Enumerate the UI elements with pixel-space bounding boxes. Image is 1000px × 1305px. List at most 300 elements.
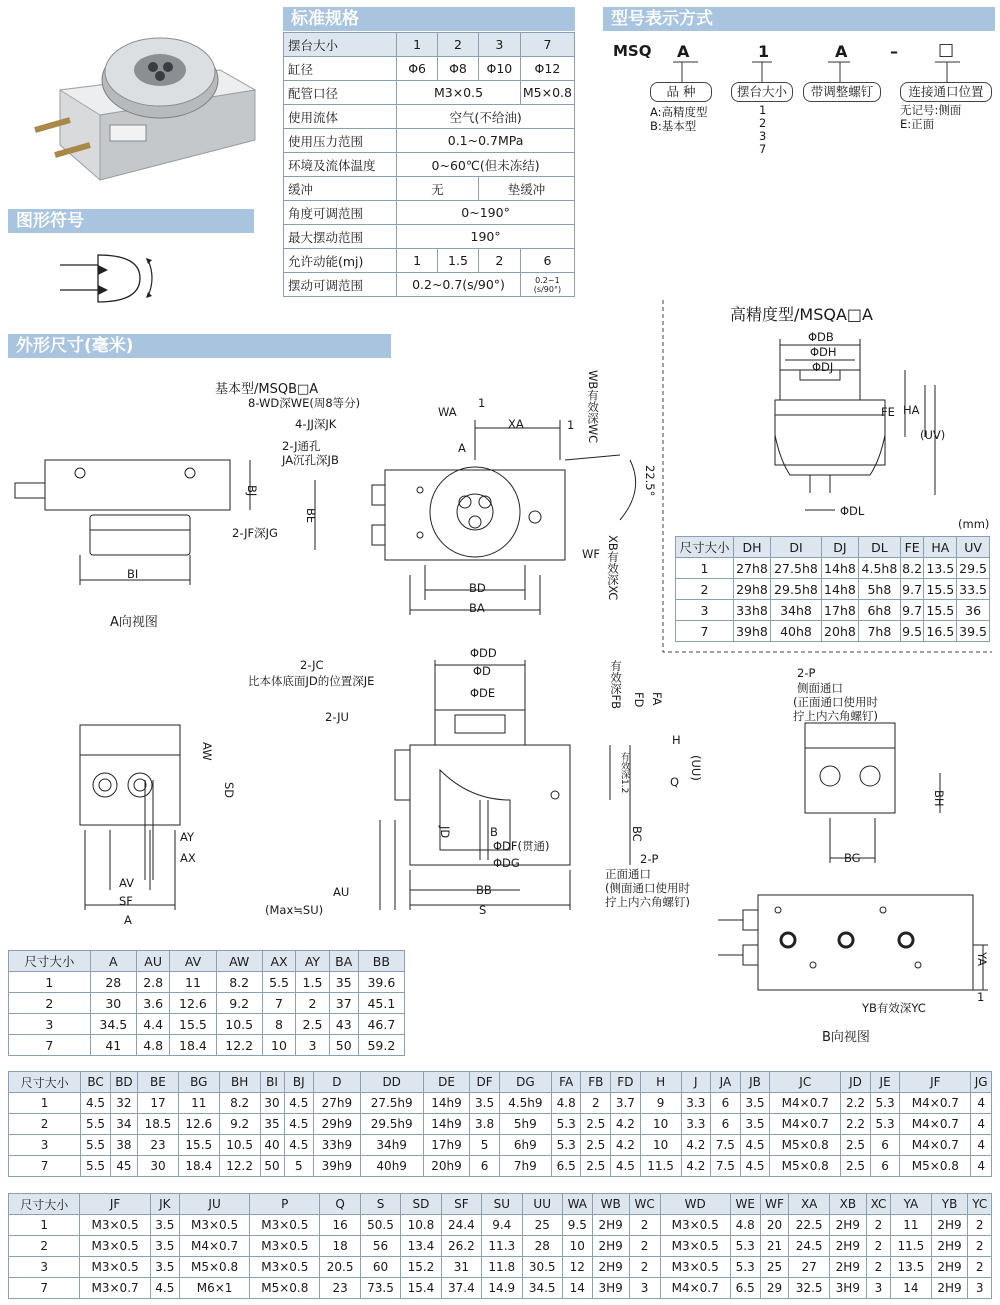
dim2-th: J	[681, 1072, 711, 1093]
spec-cell: 无	[397, 177, 479, 201]
dim1-td: 10.5	[216, 1014, 262, 1035]
dim2-td: 6.5	[551, 1156, 581, 1177]
hp-table-header	[676, 537, 990, 558]
dim2-td: 2.2	[841, 1114, 871, 1135]
dim1-td: 2.5	[296, 1014, 329, 1035]
dim2-td: 7.5	[711, 1156, 741, 1177]
spec-table	[283, 32, 575, 297]
dim3-td: M3×0.5	[660, 1215, 730, 1236]
dim1-td: 2	[9, 993, 91, 1014]
label-dg: ΦDG	[493, 856, 520, 870]
dim2-td: 2	[9, 1114, 81, 1135]
dim3-header	[9, 1194, 992, 1215]
size-note: 1	[759, 103, 767, 117]
spec-cell: 0.1~0.7MPa	[397, 129, 575, 153]
spec-row	[284, 129, 575, 153]
spec-cell: 3	[478, 33, 520, 57]
dim2-td: 10.5	[219, 1135, 260, 1156]
dim-H: H	[672, 733, 681, 747]
dim3-td: 2H9	[592, 1236, 629, 1257]
hp-td: 3	[676, 600, 734, 621]
dim2-th: JF	[900, 1072, 971, 1093]
hp-td: 9.7	[900, 579, 924, 600]
dim3-td: 2H9	[829, 1257, 866, 1278]
dim-Q: Q	[670, 775, 680, 789]
dim1-td: 5.5	[262, 972, 295, 993]
label-wd: 8-WD深WE(周8等分)	[248, 396, 361, 410]
dim2-td: M4×0.7	[900, 1093, 971, 1114]
dim2-td: 4.2	[611, 1114, 641, 1135]
dim-DH: ΦDH	[810, 345, 837, 359]
dim-HA: HA	[903, 403, 920, 417]
hp-td: 14h8	[821, 558, 858, 579]
spec-cell: 垫缓冲	[478, 177, 574, 201]
dim1-th: AX	[262, 951, 295, 972]
dim3-td: 10	[562, 1236, 592, 1257]
dim-S: S	[479, 903, 487, 917]
dim2-td: 38	[110, 1135, 137, 1156]
label-jf: 2-JF深JG	[232, 526, 278, 540]
dim2-td: M5×0.8	[770, 1156, 841, 1177]
label-yb: YB有效深YC	[862, 1001, 926, 1015]
dim3-td: 4.5	[150, 1278, 179, 1299]
label-p1b: 正面通口	[605, 867, 651, 881]
dim1-td: 50	[329, 1035, 358, 1056]
model-port-char: □	[938, 40, 955, 60]
dim1-td: 39.6	[358, 972, 404, 993]
spec-cell: M5×0.8	[520, 81, 574, 105]
hp-td: 7	[676, 621, 734, 642]
spec-cell: 使用压力范围	[284, 129, 397, 153]
spec-cell: 7	[520, 33, 574, 57]
dim3-td: 9.4	[482, 1215, 522, 1236]
spec-section-header	[283, 7, 575, 31]
label-ju: 2-JU	[325, 710, 349, 724]
dim3-td: 20	[760, 1215, 789, 1236]
front-view-drawing	[60, 720, 260, 920]
model-screw-char: A	[835, 42, 848, 61]
dim1-td: 1.5	[296, 972, 329, 993]
dim2-th: BE	[138, 1072, 179, 1093]
dim3-td: 3.5	[150, 1215, 179, 1236]
dim2-td: 29h9	[314, 1114, 360, 1135]
dim3-td: 3.5	[150, 1236, 179, 1257]
dim1-td: 9.2	[216, 993, 262, 1014]
product-image	[30, 20, 260, 195]
spec-cell: 缸径	[284, 57, 397, 81]
dim3-th: XC	[866, 1194, 890, 1215]
dim3-td: 37.4	[441, 1278, 481, 1299]
dim3-td: 15.4	[401, 1278, 441, 1299]
dim2-td: 30	[138, 1156, 179, 1177]
dim3-td: 1	[9, 1215, 80, 1236]
hp-th: HA	[924, 537, 957, 558]
hp-td: 15.5	[924, 600, 957, 621]
dim2-th: BJ	[284, 1072, 314, 1093]
dim2-th: BG	[178, 1072, 219, 1093]
dim3-td: 3	[866, 1278, 890, 1299]
dim3-th: Q	[320, 1194, 360, 1215]
dim1-th: AY	[296, 951, 329, 972]
dim3-th: XB	[829, 1194, 866, 1215]
dim3-td: 18	[320, 1236, 360, 1257]
dim2-td: 4	[971, 1093, 992, 1114]
dim3-td: 50.5	[360, 1215, 400, 1236]
dim1-th: BB	[358, 951, 404, 972]
model-label-port: 连接通口位置	[900, 82, 992, 102]
spec-cell: 环境及流体温度	[284, 153, 397, 177]
hp-table-row	[676, 600, 990, 621]
dim2-td: 3	[9, 1135, 81, 1156]
dim3-td: 4.8	[730, 1215, 760, 1236]
spec-cell: 最大摆动范围	[284, 225, 397, 249]
model-label-screw: 带调整螺钉	[803, 82, 881, 102]
dim3-td: 3	[629, 1278, 660, 1299]
spec-row	[284, 249, 575, 273]
model-connector-lines	[660, 60, 990, 84]
dim2-td: 6h9	[499, 1135, 551, 1156]
basic-type-title: 基本型/MSQB□A	[215, 382, 319, 397]
spec-cell: Φ12	[520, 57, 574, 81]
hp-td: 5h8	[859, 579, 901, 600]
dim2-td: 3.5	[740, 1114, 770, 1135]
dim2-td: 50	[260, 1156, 284, 1177]
dim3-th: SF	[441, 1194, 481, 1215]
dim2-td: 33h9	[314, 1135, 360, 1156]
dim-one: 1	[567, 418, 575, 432]
label-p2d: 拧上内六角螺钉)	[793, 709, 878, 723]
dim3-td: 31	[441, 1257, 481, 1278]
hp-th: UV	[957, 537, 990, 558]
dim2-td: 4.8	[551, 1093, 581, 1114]
dim2-td: 29.5h9	[360, 1114, 423, 1135]
dim2-td: 18.5	[138, 1114, 179, 1135]
dim-table-1	[8, 950, 405, 1056]
dim2-td: 30	[260, 1093, 284, 1114]
dim1-td: 15.5	[170, 1014, 216, 1035]
hp-td: 27h8	[733, 558, 770, 579]
dim1-th: BA	[329, 951, 358, 972]
dim2-td: 4.5h9	[499, 1093, 551, 1114]
dim2-td: M4×0.7	[900, 1135, 971, 1156]
hp-table-row	[676, 621, 990, 642]
dim1-td: 4.8	[136, 1035, 169, 1056]
hp-td: 9.7	[900, 600, 924, 621]
dim2-row	[9, 1156, 992, 1177]
spec-row	[284, 177, 575, 201]
spec-row	[284, 105, 575, 129]
spec-row	[284, 273, 575, 297]
dim2-td: 39h9	[314, 1156, 360, 1177]
label-jj: 4-JJ深JK	[295, 417, 337, 431]
dim2-td: 10	[640, 1114, 681, 1135]
hp-th: DL	[859, 537, 901, 558]
dim3-th: WA	[562, 1194, 592, 1215]
hp-th: DJ	[821, 537, 858, 558]
dim3-td: 2	[866, 1257, 890, 1278]
dim3-td: 56	[360, 1236, 400, 1257]
dim2-td: 5.5	[81, 1114, 111, 1135]
spec-cell: 缓冲	[284, 177, 397, 201]
dim2-td: 2	[581, 1093, 611, 1114]
dim3-td: 12	[562, 1257, 592, 1278]
dim-AU: AU	[333, 885, 350, 899]
symbol-section-header	[8, 209, 254, 233]
dim3-td: M3×0.5	[80, 1236, 150, 1257]
dim2-td: 10	[640, 1135, 681, 1156]
dim3-row	[9, 1215, 992, 1236]
spec-row	[284, 201, 575, 225]
dim2-th: BI	[260, 1072, 284, 1093]
dim2-td: 6	[870, 1135, 900, 1156]
dim-DB: ΦDB	[808, 330, 834, 344]
spec-cell: 摆台大小	[284, 33, 397, 57]
hp-th: DI	[771, 537, 822, 558]
hp-td: 20h8	[821, 621, 858, 642]
dim-FE: FE	[881, 405, 895, 419]
dim2-td: 4	[971, 1114, 992, 1135]
dim3-td: 2	[629, 1257, 660, 1278]
dim3-td: 2H9	[592, 1257, 629, 1278]
spec-cell: 0~60℃(但未冻结)	[397, 153, 575, 177]
dim2-td: 8.2	[219, 1093, 260, 1114]
hp-td: 9.5	[900, 621, 924, 642]
graphic-symbol-icon	[60, 250, 170, 310]
dim1-td: 59.2	[358, 1035, 404, 1056]
dim1-td: 1	[9, 972, 91, 993]
dim2-th: JD	[841, 1072, 871, 1093]
dim3-td: M3×0.5	[660, 1257, 730, 1278]
dim2-th: DG	[499, 1072, 551, 1093]
dim3-row	[9, 1257, 992, 1278]
dim2-th: JE	[870, 1072, 900, 1093]
dim3-td: 11.8	[482, 1257, 522, 1278]
b-view-drawing	[718, 885, 993, 1025]
dim2-td: 4.2	[681, 1156, 711, 1177]
dim2-td: 27.5h9	[360, 1093, 423, 1114]
dim2-td: 7h9	[499, 1156, 551, 1177]
dim2-td: 5.3	[551, 1114, 581, 1135]
dim2-td: 4	[971, 1156, 992, 1177]
dim1-row	[9, 972, 405, 993]
dim2-th: FA	[551, 1072, 581, 1093]
dim1-th: AV	[170, 951, 216, 972]
dim3-td: 2	[9, 1236, 80, 1257]
model-kind-char: A	[677, 42, 690, 61]
dim2-td: 4.5	[284, 1093, 314, 1114]
dim3-td: 16	[320, 1215, 360, 1236]
dim3-td: 2	[629, 1215, 660, 1236]
dim3-th: XA	[789, 1194, 829, 1215]
dim-BA: BA	[469, 601, 485, 615]
model-section-title: 型号表示方式	[611, 9, 713, 29]
dim-AW: AW	[200, 742, 214, 761]
dim1-td: 35	[329, 972, 358, 993]
dim3-td: 10.8	[401, 1215, 441, 1236]
dim2-th: FB	[581, 1072, 611, 1093]
dim2-td: 23	[138, 1135, 179, 1156]
dim2-td: 3.7	[611, 1093, 641, 1114]
dim-BE: BE	[304, 508, 318, 524]
dim3-th: WC	[629, 1194, 660, 1215]
dim2-td: 4.2	[611, 1135, 641, 1156]
hp-td: 14h8	[821, 579, 858, 600]
dim2-th: BD	[110, 1072, 137, 1093]
dim3-td: 9.5	[562, 1215, 592, 1236]
view-a-label: A向视图	[110, 615, 158, 630]
dim2-td: 2.2	[841, 1093, 871, 1114]
dim1-td: 12.6	[170, 993, 216, 1014]
dim2-td: M4×0.7	[770, 1093, 841, 1114]
dim3-td: 2H9	[592, 1215, 629, 1236]
dim2-th: 尺寸大小	[9, 1072, 81, 1093]
hp-td: 29h8	[733, 579, 770, 600]
dim2-td: 35	[260, 1114, 284, 1135]
dim-JD: JD	[438, 826, 452, 839]
dim2-td: 17	[138, 1093, 179, 1114]
dim2-td: 6	[470, 1156, 500, 1177]
dim2-td: 2.5	[581, 1114, 611, 1135]
dim1-td: 2.8	[136, 972, 169, 993]
dim-AX: AX	[180, 851, 196, 865]
dim1-td: 37	[329, 993, 358, 1014]
dim-A: A	[458, 441, 466, 455]
dim1-th: AU	[136, 951, 169, 972]
dim2-td: 34	[110, 1114, 137, 1135]
hp-td: 15.5	[924, 579, 957, 600]
hp-td: 33h8	[733, 600, 770, 621]
hp-td: 7h8	[859, 621, 901, 642]
label-p2b: 侧面通口	[797, 681, 843, 695]
dim3-td: M3×0.5	[179, 1215, 249, 1236]
label-jc: 2-JC	[300, 658, 324, 672]
label-j2: JA沉孔深JB	[282, 453, 339, 467]
kind-note: A:高精度型	[650, 105, 708, 119]
dim-UV: (UV)	[920, 428, 946, 442]
dim3-td: 3.5	[150, 1257, 179, 1278]
spec-cell: M3×0.5	[397, 81, 521, 105]
dim3-td: 14	[562, 1278, 592, 1299]
spec-cell: Φ10	[478, 57, 520, 81]
dim1-td: 3	[9, 1014, 91, 1035]
size-note: 7	[759, 142, 767, 156]
spec-cell: 1	[397, 249, 438, 273]
spec-cell: 0.2~0.7(s/90°)	[397, 273, 521, 297]
label-angle: 22.5°	[643, 465, 657, 497]
model-prefix: MSQ	[613, 42, 652, 60]
dim1-td: 4.4	[136, 1014, 169, 1035]
dim1-row	[9, 993, 405, 1014]
dim2-td: M5×0.8	[770, 1135, 841, 1156]
size-note: 3	[759, 129, 767, 143]
dim-DJ: ΦDJ	[812, 360, 834, 374]
dim1-td: 45.1	[358, 993, 404, 1014]
dim2-th: FD	[611, 1072, 641, 1093]
dim2-td: M5×0.8	[900, 1156, 971, 1177]
dim3-td: 2	[968, 1215, 992, 1236]
dim3-td: 15.2	[401, 1257, 441, 1278]
dim-UU: (UU)	[689, 755, 703, 781]
dim3-td: 2H9	[931, 1215, 968, 1236]
mm-unit: (mm)	[958, 517, 990, 531]
dim3-td: 27	[789, 1257, 829, 1278]
dim3-th: JK	[150, 1194, 179, 1215]
dim2-th: DD	[360, 1072, 423, 1093]
spec-row	[284, 225, 575, 249]
dim2-td: 15.5	[178, 1135, 219, 1156]
dim-BI: BI	[127, 567, 139, 581]
dim2-td: 27h9	[314, 1093, 360, 1114]
port-note: E:正面	[900, 117, 935, 131]
dim3-th: SD	[401, 1194, 441, 1215]
dim1-td: 10	[262, 1035, 295, 1056]
dim-BC: BC	[630, 826, 644, 842]
dim3-td: 28	[522, 1236, 562, 1257]
dim2-td: 18.4	[178, 1156, 219, 1177]
dim-BJ: BJ	[245, 485, 259, 497]
dim2-td: 11.5	[640, 1156, 681, 1177]
spec-cell: 190°	[397, 225, 575, 249]
hp-td: 13.5	[924, 558, 957, 579]
dim3-td: 13.5	[891, 1257, 931, 1278]
dim1-td: 8.2	[216, 972, 262, 993]
dim-BH: BH	[932, 790, 946, 807]
dim3-td: 5.3	[730, 1257, 760, 1278]
dim3-th: YB	[931, 1194, 968, 1215]
port-note: 无记号:侧面	[900, 103, 962, 117]
dim2-td: 4.5	[740, 1135, 770, 1156]
dim2-th: BC	[81, 1072, 111, 1093]
dim3-td: M3×0.5	[660, 1236, 730, 1257]
hp-td: 29.5h8	[771, 579, 822, 600]
dim-WF: WF	[582, 547, 600, 561]
hp-td: 40h8	[771, 621, 822, 642]
hp-td: 36	[957, 600, 990, 621]
dim3-td: 2H9	[931, 1257, 968, 1278]
hp-td: 29.5	[957, 558, 990, 579]
dim3-td: 2	[968, 1257, 992, 1278]
dim3-td: 11	[891, 1215, 931, 1236]
dim3-td: 13.4	[401, 1236, 441, 1257]
dim2-th: D	[314, 1072, 360, 1093]
dim-A: A	[124, 913, 132, 927]
dim3-td: 2	[629, 1236, 660, 1257]
hp-td: 17h8	[821, 600, 858, 621]
symbol-section-title: 图形符号	[16, 211, 84, 231]
dim2-td: 4	[971, 1135, 992, 1156]
dim-DL: ΦDL	[840, 504, 865, 518]
label-eff: 有效深1.2	[619, 752, 629, 794]
dim1-td: 7	[9, 1035, 91, 1056]
spec-cell: 2	[478, 249, 520, 273]
dim-one: 1	[478, 396, 486, 410]
dim2-td: 3.8	[470, 1114, 500, 1135]
hp-drawing	[760, 325, 960, 525]
hp-table-row	[676, 579, 990, 600]
dim2-td: 20h9	[423, 1156, 469, 1177]
dim2-td: 6	[711, 1114, 741, 1135]
dim3-td: 11.3	[482, 1236, 522, 1257]
dim2-td: 5h9	[499, 1114, 551, 1135]
dim3-th: SU	[482, 1194, 522, 1215]
dim3-td: 30.5	[522, 1257, 562, 1278]
dim1-th: AW	[216, 951, 262, 972]
model-label-size: 摆台大小	[731, 82, 793, 102]
dim-WA: WA	[438, 405, 457, 419]
hp-td: 16.5	[924, 621, 957, 642]
spec-cell: 1	[397, 33, 438, 57]
dim2-td: 12.2	[219, 1156, 260, 1177]
